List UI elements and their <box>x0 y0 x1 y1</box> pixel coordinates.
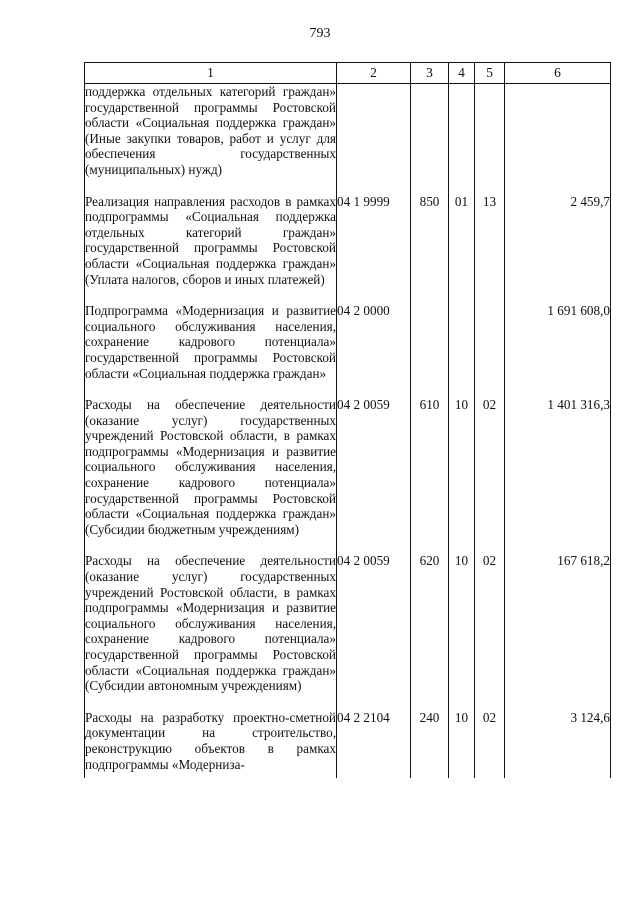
row-subsection <box>475 293 505 387</box>
row-expense-type: 240 <box>411 700 449 778</box>
table-row <box>85 293 611 387</box>
header-col-2: 2 <box>337 63 411 84</box>
header-col-5: 5 <box>475 63 505 84</box>
table-header-row <box>85 63 611 84</box>
row-expense-type <box>411 293 449 387</box>
row-amount: 1 691 608,0 <box>505 293 611 387</box>
row-expense-type: 850 <box>411 184 449 294</box>
row-target-code <box>337 84 411 184</box>
row-amount: 1 401 316,3 <box>505 387 611 543</box>
row-subsection <box>475 84 505 184</box>
row-target-code: 04 2 0059 <box>337 543 411 699</box>
row-description: Подпрограмма «Модернизация и развитие социального обслуживания населения, сохранение кадрового потенциала» государственной программы Ростовской области «Социальная поддержка граждан» <box>85 293 337 387</box>
table-row <box>85 184 611 294</box>
header-col-1: 1 <box>85 63 337 84</box>
table-row <box>85 543 611 699</box>
row-description: Расходы на обеспечение деятельности (оказание услуг) государственных учреждений Ростовской области, в рамках подпрограммы «Модернизация и развитие социального обслуживания населения, сохранение кадрового потенциала» государственной программы Ростовской области «Социальная поддержка граждан» (Субсидии бюджетным учреждениям) <box>85 387 337 543</box>
row-expense-type: 610 <box>411 387 449 543</box>
row-expense-type: 620 <box>411 543 449 699</box>
row-section: 10 <box>449 700 475 778</box>
row-amount: 2 459,7 <box>505 184 611 294</box>
budget-table <box>84 62 611 778</box>
row-section <box>449 293 475 387</box>
table-row <box>85 84 611 184</box>
row-section: 10 <box>449 543 475 699</box>
row-section: 10 <box>449 387 475 543</box>
row-expense-type <box>411 84 449 184</box>
row-amount <box>505 84 611 184</box>
row-target-code: 04 2 0059 <box>337 387 411 543</box>
table-row <box>85 700 611 778</box>
header-col-4: 4 <box>449 63 475 84</box>
row-description: Расходы на разработку проектно-сметной документации на строительство, реконструкцию объектов в рамках подпрограммы «Модерниза- <box>85 700 337 778</box>
row-amount: 3 124,6 <box>505 700 611 778</box>
row-subsection: 02 <box>475 387 505 543</box>
row-section <box>449 84 475 184</box>
row-amount: 167 618,2 <box>505 543 611 699</box>
row-subsection: 02 <box>475 543 505 699</box>
row-target-code: 04 2 2104 <box>337 700 411 778</box>
header-col-3: 3 <box>411 63 449 84</box>
header-col-6: 6 <box>505 63 611 84</box>
page-number: 793 <box>309 26 331 41</box>
row-target-code: 04 1 9999 <box>337 184 411 294</box>
row-description: Расходы на обеспечение деятельности (оказание услуг) государственных учреждений Ростовской области, в рамках подпрограммы «Модернизация и развитие социального обслуживания населения, сохранение кадрового потенциала» государственной программы Ростовской области «Социальная поддержка граждан» (Субсидии автономным учреждениям) <box>85 543 337 699</box>
table-row <box>85 387 611 543</box>
row-description: поддержка отдельных категорий граждан» государственной программы Ростовской области «Социальная поддержка граждан» (Иные закупки товаров, работ и услуг для обеспечения государственных (муниципальных) нужд) <box>85 84 337 184</box>
row-target-code: 04 2 0000 <box>337 293 411 387</box>
row-subsection: 02 <box>475 700 505 778</box>
row-subsection: 13 <box>475 184 505 294</box>
row-description: Реализация направления расходов в рамках подпрограммы «Социальная поддержка отдельных категорий граждан» государственной программы Ростовской области «Социальная поддержка граждан» (Уплата налогов, сборов и иных платежей) <box>85 184 337 294</box>
row-section: 01 <box>449 184 475 294</box>
